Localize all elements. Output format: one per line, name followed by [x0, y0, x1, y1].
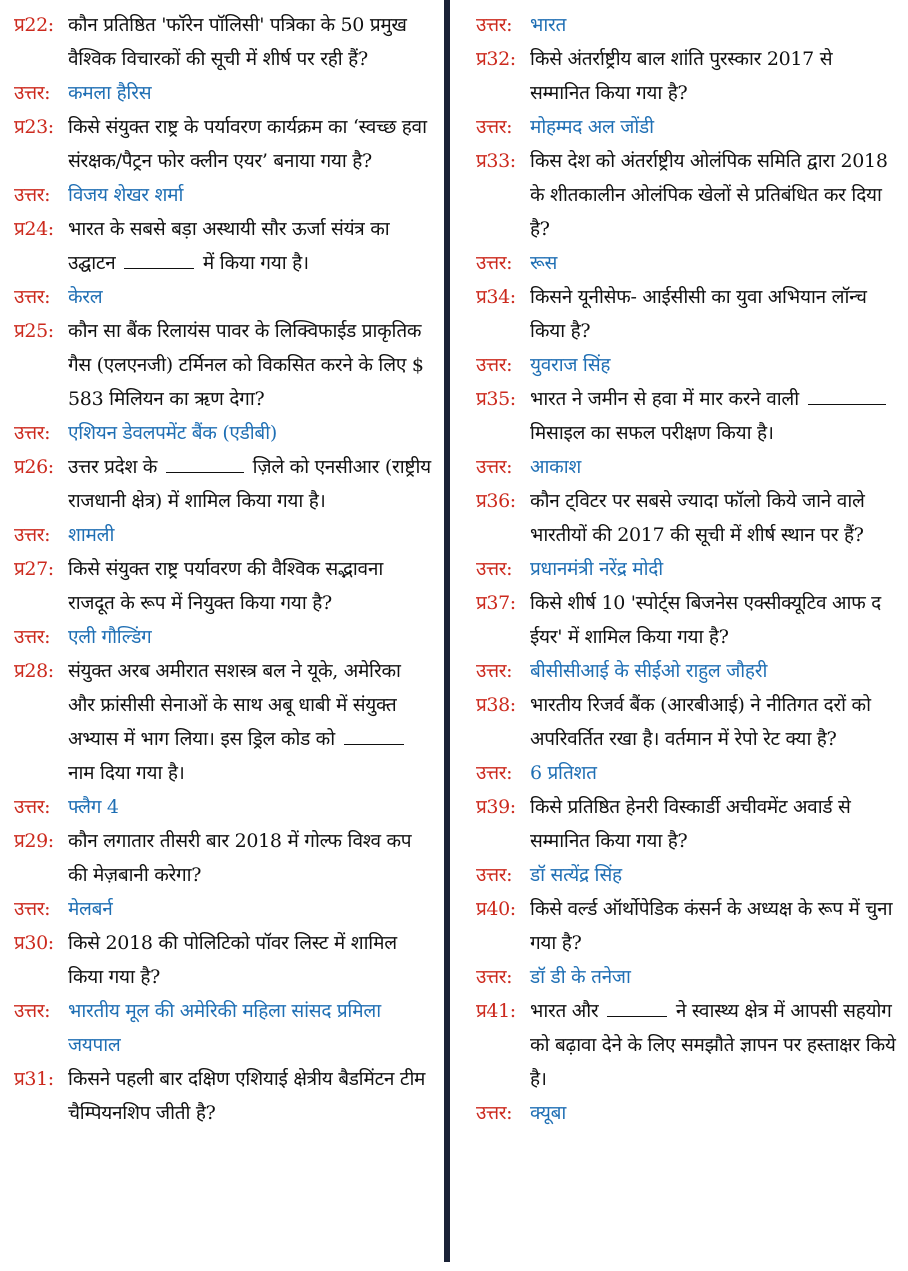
answer-text: डॉ डी के तनेजा: [530, 966, 631, 988]
fill-in-blank: [808, 382, 886, 405]
answer-text: युवराज सिंह: [530, 354, 611, 376]
fill-in-blank: [607, 994, 667, 1017]
answer-text: भारत: [530, 14, 566, 36]
answer-label: उत्तर:: [476, 864, 513, 886]
answer-31: [476, 8, 896, 42]
answer-29: [14, 892, 432, 926]
question-35: [476, 382, 896, 450]
question-33: [476, 144, 896, 246]
question-text-part: मिसाइल का सफल परीक्षण किया है।: [530, 422, 774, 444]
question-38: [476, 688, 896, 756]
answer-label: उत्तर:: [14, 898, 51, 920]
answer-label: उत्तर:: [14, 796, 51, 818]
answer-label: उत्तर:: [14, 184, 51, 206]
question-29: [14, 824, 432, 892]
question-number: प्र30:: [14, 932, 54, 954]
answer-text: आकाश: [530, 456, 581, 478]
question-text: [68, 212, 432, 280]
answer-30: [14, 994, 432, 1062]
answer-41: [476, 1096, 896, 1130]
question-25: [14, 314, 432, 416]
answer-label: उत्तर:: [14, 286, 51, 308]
answer-28: [14, 790, 432, 824]
question-22: [14, 8, 432, 76]
question-number: प्र24:: [14, 218, 54, 240]
question-text-part: में किया गया है।: [202, 252, 309, 274]
question-32: [476, 42, 896, 110]
question-number: प्र39:: [476, 796, 516, 818]
answer-text: शामली: [68, 524, 115, 546]
question-28: [14, 654, 432, 790]
question-40: [476, 892, 896, 960]
question-number: प्र37:: [476, 592, 516, 614]
question-34: [476, 280, 896, 348]
fill-in-blank: [166, 450, 244, 473]
answer-text: प्रधानमंत्री नरेंद्र मोदी: [530, 558, 663, 580]
question-number: प्र33:: [476, 150, 516, 172]
question-number: प्र32:: [476, 48, 516, 70]
answer-39: [476, 858, 896, 892]
question-number: प्र36:: [476, 490, 516, 512]
answer-27: [14, 620, 432, 654]
answer-text: केरल: [68, 286, 103, 308]
answer-text: विजय शेखर शर्मा: [68, 184, 184, 206]
fill-in-blank: [344, 722, 404, 745]
answer-label: उत्तर:: [476, 116, 513, 138]
question-number: प्र40:: [476, 898, 516, 920]
question-31: [14, 1062, 432, 1130]
answer-label: उत्तर:: [476, 354, 513, 376]
question-text: किसे संयुक्त राष्ट्र पर्यावरण की वैश्विक सद्भावना राजदूत के रूप में नियुक्त किया गया है?: [68, 558, 383, 614]
answer-25: [14, 416, 432, 450]
answer-text: रूस: [530, 252, 558, 274]
question-26: [14, 450, 432, 518]
answer-text: डॉ सत्येंद्र सिंह: [530, 864, 622, 886]
question-text: किसे 2018 की पोलिटिको पॉवर लिस्ट में शामिल किया गया है?: [68, 932, 397, 988]
answer-text: 6 प्रतिशत: [530, 762, 597, 784]
question-24: [14, 212, 432, 280]
question-text: किसे शीर्ष 10 'स्पोर्ट्स बिजनेस एक्सीक्यूटिव आफ द ईयर' में शामिल किया गया है?: [530, 592, 881, 648]
question-27: [14, 552, 432, 620]
question-text: किसने पहली बार दक्षिण एशियाई क्षेत्रीय बैडमिंटन टीम चैम्पियनशिप जीती है?: [68, 1068, 426, 1124]
answer-label: उत्तर:: [476, 456, 513, 478]
fill-in-blank: [124, 246, 194, 269]
question-text: [530, 994, 896, 1096]
question-number: प्र26:: [14, 456, 54, 478]
answer-label: उत्तर:: [14, 626, 51, 648]
question-23: [14, 110, 432, 178]
answer-24: [14, 280, 432, 314]
left-column: [14, 8, 432, 1130]
question-text: किस देश को अंतर्राष्ट्रीय ओलंपिक समिति द्वारा 2018 के शीतकालीन ओलंपिक खेलों से प्रतिबंधित कर दिया है?: [530, 150, 888, 240]
answer-32: [476, 110, 896, 144]
answer-label: उत्तर:: [14, 422, 51, 444]
question-text-part: संयुक्त अरब अमीरात सशस्त्र बल ने यूके, अमेरिका और फ्रांसीसी सेनाओं के साथ अबू धाबी में संयुक्त अभ्यास में भाग लिया। इस ड्रिल कोड को: [68, 660, 401, 750]
answer-text: कमला हैरिस: [68, 82, 152, 104]
answer-label: उत्तर:: [14, 524, 51, 546]
answer-label: उत्तर:: [476, 14, 513, 36]
question-number: प्र25:: [14, 320, 54, 342]
answer-text: फ्लैग 4: [68, 796, 119, 818]
question-number: प्र35:: [476, 388, 516, 410]
question-text: [68, 450, 432, 518]
answer-label: उत्तर:: [14, 82, 51, 104]
answer-text: भारतीय मूल की अमेरिकी महिला सांसद प्रमिला जयपाल: [68, 1000, 381, 1056]
question-text: किसे अंतर्राष्ट्रीय बाल शांति पुरस्कार 2017 से सम्मानित किया गया है?: [530, 48, 833, 104]
question-text-part: उत्तर प्रदेश के: [68, 456, 158, 478]
answer-38: [476, 756, 896, 790]
question-text: किसे वर्ल्ड ऑर्थोपेडिक कंसर्न के अध्यक्ष के रूप में चुना गया है?: [530, 898, 893, 954]
question-41: [476, 994, 896, 1096]
question-39: [476, 790, 896, 858]
answer-36: [476, 552, 896, 586]
right-column: [476, 8, 896, 1130]
answer-33: [476, 246, 896, 280]
question-number: प्र29:: [14, 830, 54, 852]
question-text-part: भारत ने जमीन से हवा में मार करने वाली: [530, 388, 799, 410]
answer-35: [476, 450, 896, 484]
answer-label: उत्तर:: [476, 558, 513, 580]
column-divider: [444, 0, 450, 1262]
answer-text: क्यूबा: [530, 1102, 567, 1124]
question-text: कौन सा बैंक रिलायंस पावर के लिक्विफाईड प्राकृतिक गैस (एलएनजी) टर्मिनल को विकसित करने के लिए $ 583 मिलियन का ऋण देगा?: [68, 320, 424, 410]
answer-text: मोहम्मद अल जोंडी: [530, 116, 654, 138]
answer-label: उत्तर:: [476, 966, 513, 988]
answer-text: एशियन डेवलपमेंट बैंक (एडीबी): [68, 422, 278, 444]
answer-label: उत्तर:: [476, 1102, 513, 1124]
question-text: भारतीय रिजर्व बैंक (आरबीआई) ने नीतिगत दरों को अपरिवर्तित रखा है। वर्तमान में रेपो रेट क्या है?: [530, 694, 871, 750]
answer-26: [14, 518, 432, 552]
question-text: किसने यूनीसेफ- आईसीसी का युवा अभियान लॉन्च किया है?: [530, 286, 867, 342]
question-number: प्र38:: [476, 694, 516, 716]
answer-34: [476, 348, 896, 382]
question-text: [68, 654, 432, 790]
answer-23: [14, 178, 432, 212]
question-text-part: भारत के सबसे बड़ा अस्थायी सौर ऊर्जा संयंत्र का उद्घाटन: [68, 218, 390, 274]
question-36: [476, 484, 896, 552]
question-number: प्र31:: [14, 1068, 54, 1090]
answer-label: उत्तर:: [14, 1000, 51, 1022]
answer-text: मेलबर्न: [68, 898, 113, 920]
question-text: किसे संयुक्त राष्ट्र के पर्यावरण कार्यक्रम का ‘स्वच्छ हवा संरक्षक/पैट्रन फोर क्लीन एयर’ बनाया गया है?: [68, 116, 427, 172]
answer-label: उत्तर:: [476, 252, 513, 274]
question-37: [476, 586, 896, 654]
question-number: प्र41:: [476, 1000, 516, 1022]
answer-40: [476, 960, 896, 994]
question-text-part: ज़िले को एनसीआर (राष्ट्रीय राजधानी क्षेत्र) में शामिल किया गया है।: [68, 456, 431, 512]
answer-22: [14, 76, 432, 110]
answer-37: [476, 654, 896, 688]
question-number: प्र28:: [14, 660, 54, 682]
question-text: कौन ट्विटर पर सबसे ज्यादा फॉलो किये जाने वाले भारतीयों की 2017 की सूची में शीर्ष स्थान पर हैं?: [530, 490, 865, 546]
question-number: प्र27:: [14, 558, 54, 580]
question-text-part: ने स्वास्थ्य क्षेत्र में आपसी सहयोग को बढ़ावा देने के लिए समझौते ज्ञापन पर हस्ताक्षर किये है।: [530, 1000, 896, 1090]
question-text-part: नाम दिया गया है।: [68, 762, 185, 784]
question-text: कौन लगातार तीसरी बार 2018 में गोल्फ विश्व कप की मेज़बानी करेगा?: [68, 830, 412, 886]
answer-text: बीसीसीआई के सीईओ राहुल जौहरी: [530, 660, 768, 682]
question-30: [14, 926, 432, 994]
answer-label: उत्तर:: [476, 660, 513, 682]
question-number: प्र23:: [14, 116, 54, 138]
question-text: किसे प्रतिष्ठित हेनरी विस्कार्डी अचीवमेंट अवार्ड से सम्मानित किया गया है?: [530, 796, 851, 852]
question-text-part: भारत और: [530, 1000, 599, 1022]
answer-text: एली गौल्डिंग: [68, 626, 152, 648]
question-number: प्र34:: [476, 286, 516, 308]
answer-label: उत्तर:: [476, 762, 513, 784]
question-text: कौन प्रतिष्ठित 'फॉरेन पॉलिसी' पत्रिका के 50 प्रमुख वैश्विक विचारकों की सूची में शीर्ष पर रही हैं?: [68, 14, 407, 70]
question-number: प्र22:: [14, 14, 54, 36]
question-text: [530, 382, 896, 450]
